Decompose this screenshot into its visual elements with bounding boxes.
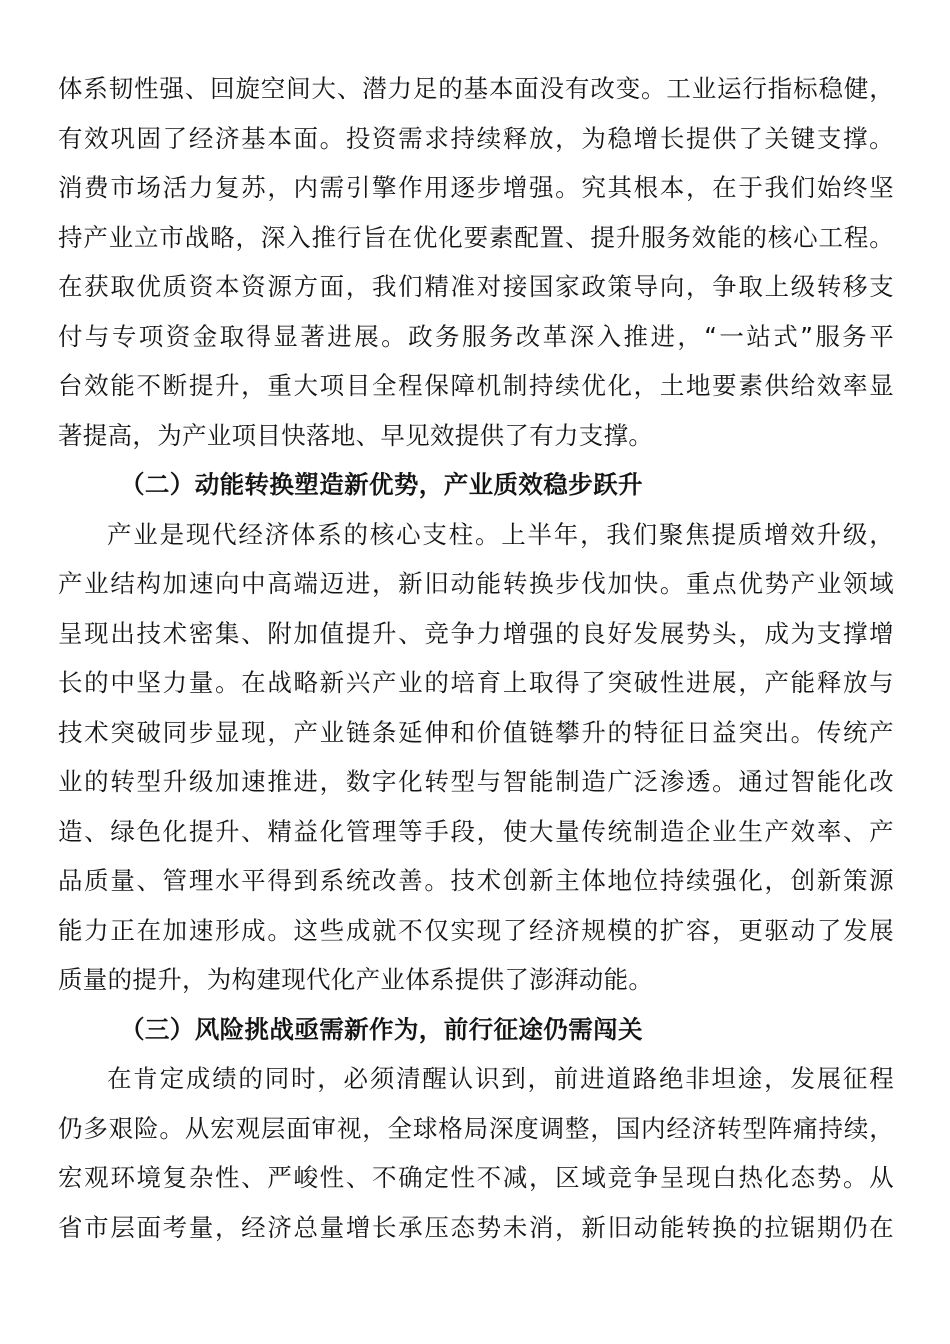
text-line: 台效能不断提升，重大项目全程保障机制持续优化，土地要素供给效率显: [58, 371, 894, 400]
text-line: 业的转型升级加速推进，数字化转型与智能制造广泛渗透。通过智能化改: [58, 767, 894, 796]
text-line: 付与专项资金取得显著进展。政务服务改革深入推进，“一站式”服务平: [58, 321, 894, 351]
text-line: 长的中坚力量。在战略新兴产业的培育上取得了突破性进展，产能释放与: [58, 668, 894, 697]
text-line: 产业是现代经济体系的核心支柱。上半年，我们聚焦提质增效升级，: [107, 519, 894, 549]
document-page: [58, 64, 894, 1252]
text-line: 造、绿色化提升、精益化管理等手段，使大量传统制造企业生产效率、产: [58, 816, 894, 846]
text-line: 产业结构加速向中高端迈进，新旧动能转换步伐加快。重点优势产业领域: [58, 569, 894, 598]
text-line: 呈现出技术密集、附加值提升、竞争力增强的良好发展势头，成为支撑增: [58, 618, 894, 648]
text-line: 品质量、管理水平得到系统改善。技术创新主体地位持续强化，创新策源: [58, 866, 894, 895]
text-line: 有效巩固了经济基本面。投资需求持续释放，为稳增长提供了关键支撑。: [58, 123, 894, 153]
text-line: 能力正在加速形成。这些成就不仅实现了经济规模的扩容，更驱动了发展: [58, 915, 894, 945]
section-heading: （二）动能转换塑造新优势，产业质效稳步跃升: [120, 470, 643, 499]
section-heading: （三）风险挑战亟需新作为，前行征途仍需闯关: [120, 1014, 643, 1044]
text-line: 在肯定成绩的同时，必须清醒认识到，前进道路绝非坦途，发展征程: [107, 1064, 894, 1093]
text-line: 在获取优质资本资源方面，我们精准对接国家政策导向，争取上级转移支: [58, 272, 894, 301]
text-line: 仍多艰险。从宏观层面审视，全球格局深度调整，国内经济转型阵痛持续，: [58, 1113, 894, 1143]
text-line: 消费市场活力复苏，内需引擎作用逐步增强。究其根本，在于我们始终坚: [58, 173, 894, 202]
text-line: 省市层面考量，经济总量增长承压态势未消，新旧动能转换的拉锯期仍在: [58, 1212, 894, 1242]
text-line: 技术突破同步显现，产业链条延伸和价值链攀升的特征日益突出。传统产: [58, 717, 894, 747]
text-line: 体系韧性强、回旋空间大、潜力足的基本面没有改变。工业运行指标稳健，: [58, 74, 894, 103]
text-line: 宏观环境复杂性、严峻性、不确定性不减，区域竞争呈现白热化态势。从: [58, 1163, 894, 1192]
text-line: 持产业立市战略，深入推行旨在优化要素配置、提升服务效能的核心工程。: [58, 222, 894, 252]
text-line: 著提高，为产业项目快落地、早见效提供了有力支撑。: [58, 420, 654, 450]
text-line: 质量的提升，为构建现代化产业体系提供了澎湃动能。: [58, 965, 654, 994]
